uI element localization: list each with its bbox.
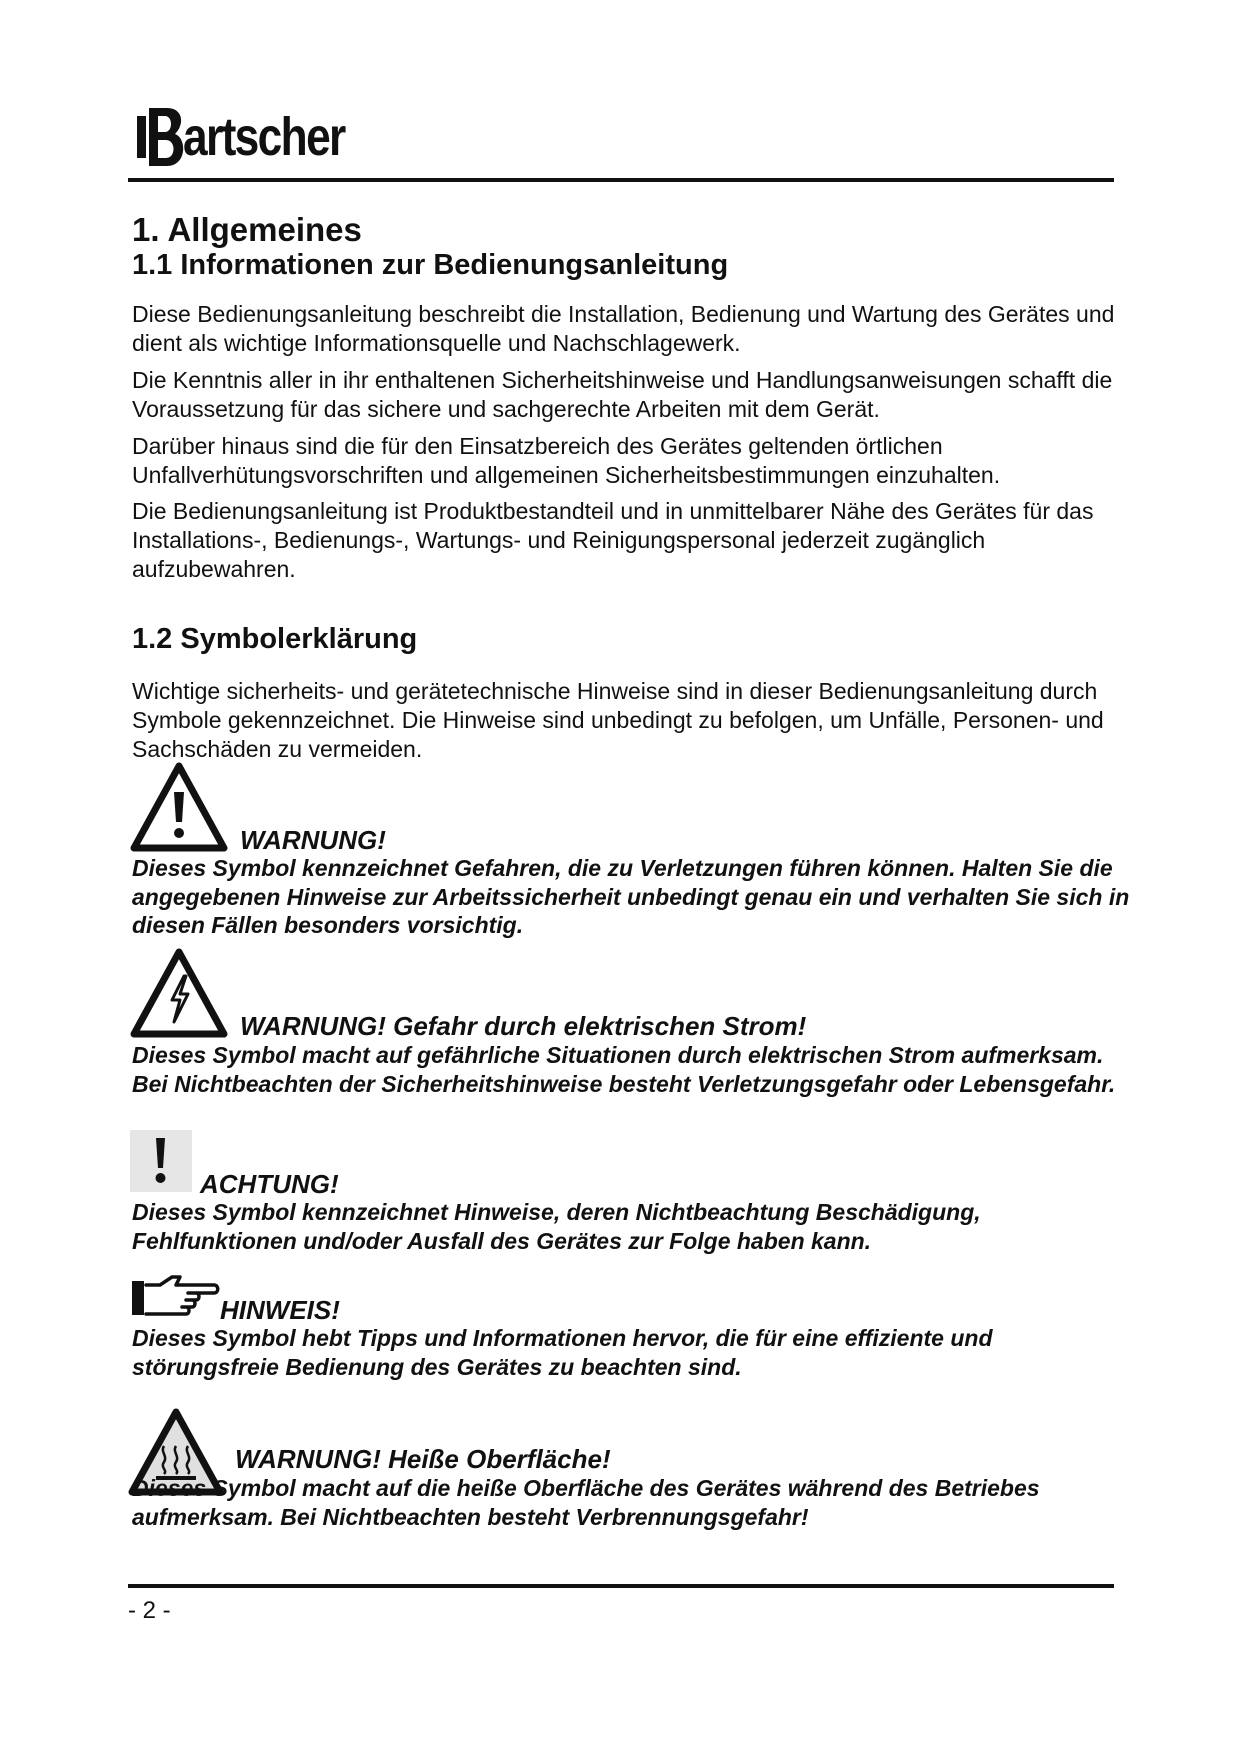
exclamation-box-icon <box>130 1130 192 1192</box>
electric-shock-triangle-icon <box>130 948 228 1038</box>
paragraph-3: Darüber hinaus sind die für den Einsatzbereich des Gerätes geltenden örtlichen Unfallverhütungsvorschriften und allgemeinen Sicherheitsbestimmungen einzuhalten. <box>132 433 1001 488</box>
section-title: 1. Allgemeines <box>132 211 362 248</box>
header-rule <box>128 178 1114 182</box>
symbol-desc-warning: Dieses Symbol kennzeichnet Gefahren, die zu Verletzungen führen können. Halten Sie die angegebenen Hinweise zur Arbeitssicherheit unbedingt genau ein und verhalten Sie sich in diesen Fällen besonders vorsichtig. <box>132 855 1130 938</box>
footer-rule <box>128 1584 1114 1588</box>
paragraph-1: Diese Bedienungsanleitung beschreibt die Installation, Bedienung und Wartung des Gerätes und dient als wichtige Informationsquelle und Nachschlagewerk. <box>132 301 1115 356</box>
warning-triangle-icon <box>130 762 228 852</box>
symbol-title-hot-surface: WARNUNG! Heiße Oberfläche! <box>235 1444 611 1474</box>
bartscher-logo-icon <box>133 102 189 172</box>
symbol-desc-hot-surface: Dieses Symbol macht auf die heiße Oberfläche des Gerätes während des Betriebes aufmerksam. Bei Nichtbeachten besteht Verbrennungsgefahr! <box>132 1475 1040 1530</box>
paragraph-4: Die Bedienungsanleitung ist Produktbestandteil und in unmittelbarer Nähe des Gerätes für das Installations-, Bedienungs-, Wartungs- und Reinigungspersonal jederzeit zugänglich aufzubewahren. <box>132 498 1094 582</box>
symbol-desc-note: Dieses Symbol hebt Tipps und Informationen hervor, die für eine effiziente und störungsfreie Bedienung des Gerätes zu beachten sind. <box>132 1325 993 1380</box>
symbols-intro: Wichtige sicherheits- und gerätetechnische Hinweise sind in dieser Bedienungsanleitung durch Symbole gekennzeichnet. Die Hinweise sind unbedingt zu befolgen, um Unfälle, Personen- und Sachschäden zu vermeiden. <box>132 678 1104 762</box>
subsection-title-1-2: 1.2 Symbolerklärung <box>132 623 418 655</box>
symbol-desc-attention: Dieses Symbol kennzeichnet Hinweise, deren Nichtbeachtung Beschädigung, Fehlfunktionen und/oder Ausfall des Gerätes zur Folge haben kann. <box>132 1199 981 1254</box>
brand-name: artscher <box>183 107 345 167</box>
symbol-title-warning: WARNUNG! <box>240 825 386 855</box>
paragraph-2: Die Kenntnis aller in ihr enthaltenen Sicherheitshinweise und Handlungsanweisungen schafft die Voraussetzung für das sichere und sachgerechte Arbeiten mit dem Gerät. <box>132 367 1113 422</box>
pointing-hand-icon <box>130 1275 220 1321</box>
page-number: - 2 - <box>128 1597 171 1624</box>
symbol-title-electric: WARNUNG! Gefahr durch elektrischen Strom! <box>240 1011 807 1041</box>
symbol-desc-electric: Dieses Symbol macht auf gefährliche Situationen durch elektrischen Strom aufmerksam. Bei Nichtbeachten der Sicherheitshinweise besteht Verletzungsgefahr oder Lebensgefahr. <box>132 1042 1116 1097</box>
brand-logo <box>133 100 380 174</box>
symbol-title-attention: ACHTUNG! <box>200 1169 339 1199</box>
symbol-title-note: HINWEIS! <box>220 1295 340 1325</box>
subsection-title-1-1: 1.1 Informationen zur Bedienungsanleitung <box>132 249 729 281</box>
